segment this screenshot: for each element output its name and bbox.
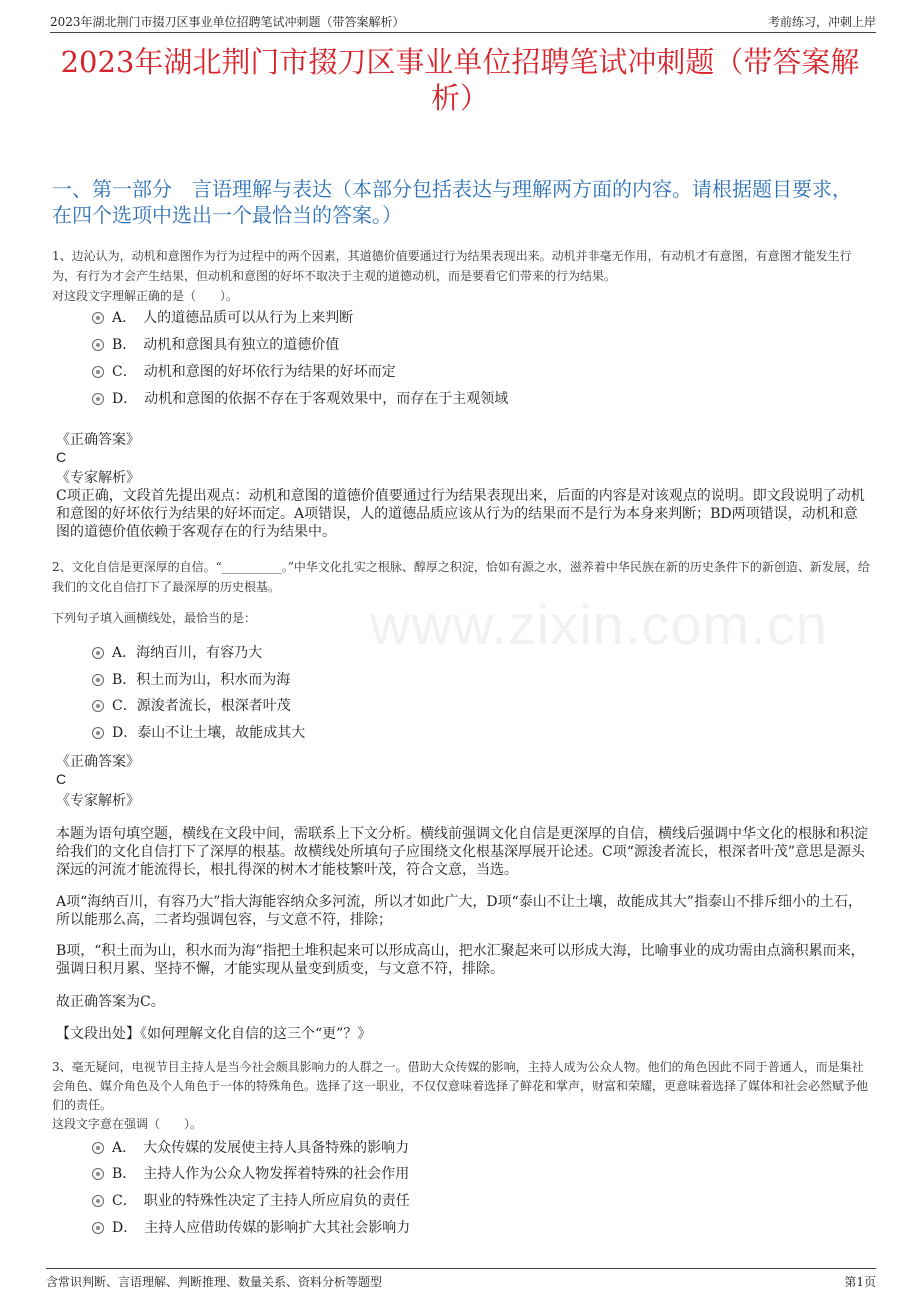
header-doc-title: 2023年湖北荆门市掇刀区事业单位招聘笔试冲刺题（带答案解析） <box>50 15 405 29</box>
q1-answer-label: 《正确答案》 <box>56 432 140 448</box>
q1-option-d[interactable] <box>92 389 508 409</box>
document-title: 2023年湖北荆门市掇刀区事业单位招聘笔试冲刺题（带答案解析） <box>60 45 860 115</box>
radio-icon[interactable] <box>92 1195 104 1207</box>
option-label: C．源浚者流长，根深者叶茂 <box>112 698 291 714</box>
option-label: B． 动机和意图具有独立的道德价值 <box>112 337 340 353</box>
option-label: B．积土而为山，积水而为海 <box>112 672 291 688</box>
q2-answer-label: 《正确答案》 <box>56 754 140 770</box>
q2-answer: C <box>56 771 67 787</box>
radio-icon[interactable] <box>92 366 104 378</box>
radio-icon[interactable] <box>92 393 104 405</box>
watermark: www.zixin.com.cn <box>370 593 828 656</box>
q1-analysis-label: 《专家解析》 <box>56 470 140 486</box>
option-label: D．泰山不让土壤，故能成其大 <box>112 725 306 741</box>
option-label: A． 人的道德品质可以从行为上来判断 <box>112 310 354 326</box>
q2-option-a[interactable] <box>92 643 262 663</box>
q2-analysis-3: B项，“积土而为山，积水而为海”指把土堆积起来可以形成高山，把水汇聚起来可以形成大海，比喻事业的成功需由点滴积累而来，强调日积月累、坚持不懈，才能实现从量变到质变，与文意不符，排除。 <box>56 943 865 977</box>
q2-option-b[interactable] <box>92 670 290 690</box>
q2-stem: 2、文化自信是更深厚的自信。“__________。”中华文化扎实之根脉、醇厚之积淀，恰如有源之水，滋养着中华民族在新的历史条件下的新创造、新发展，给我们的文化自信打下了最深厚的历史根基。 <box>52 560 870 594</box>
option-label: D． 动机和意图的依据不存在于客观效果中，而存在于主观领域 <box>112 391 509 407</box>
q2-analysis-1: 本题为语句填空题，横线在文段中间，需联系上下文分析。横线前强调文化自信是更深厚的自信，横线后强调中华文化的根脉和积淀给我们的文化自信打下了深厚的根基。故横线处所填句子应围绕文化根基深厚展开论述。C项“源浚者流长，根深者叶茂”意思是源头深远的河流才能流得长，根扎得深的树木才能枝繁叶茂，符合文意，当选。 <box>56 826 868 878</box>
q3-ask: 这段文字意在强调（ ）。 <box>52 1117 203 1131</box>
q2-analysis-4: 故正确答案为C。 <box>56 994 165 1010</box>
page-header <box>50 10 876 33</box>
footer-topics: 含常识判断、言语理解、判断推理、数量关系、资料分析等题型 <box>46 1275 383 1289</box>
radio-icon[interactable] <box>92 727 104 739</box>
q1-option-c[interactable] <box>92 362 396 382</box>
q2-source: 【文段出处】《如何理解文化自信的这三个“更”？》 <box>56 1026 372 1042</box>
q2-ask: 下列句子填入画横线处，最恰当的是： <box>52 611 257 625</box>
option-label: A．海纳百川，有容乃大 <box>112 645 263 661</box>
radio-icon[interactable] <box>92 700 104 712</box>
q1-answer: C <box>56 449 67 465</box>
radio-icon[interactable] <box>92 312 104 324</box>
radio-icon[interactable] <box>92 339 104 351</box>
q3-option-b[interactable] <box>92 1164 409 1184</box>
q2-option-d[interactable] <box>92 723 305 743</box>
option-label: A． 大众传媒的发展使主持人具备特殊的影响力 <box>112 1140 410 1156</box>
radio-icon[interactable] <box>92 1168 104 1180</box>
page-number: 第1页 <box>844 1275 876 1289</box>
q1-stem: 1、边沁认为，动机和意图作为行为过程中的两个因素，其道德价值要通过行为结果表现出来。动机并非毫无作用，有动机才有意图，有意图才能发生行为，有行为才会产生结果，但动机和意图的好坏不取决于主观的道德动机，而是要看它们带来的行为结果。 <box>52 249 852 283</box>
q3-option-a[interactable] <box>92 1138 409 1158</box>
q3-stem: 3、毫无疑问，电视节目主持人是当今社会颇具影响力的人群之一。借助大众传媒的影响，主持人成为公众人物。他们的角色因此不同于普通人，而是集社会角色、媒介角色及个人角色于一体的特殊角色。选择了这一职业，不仅仅意味着选择了鲜花和掌声，财富和荣耀，更意味着选择了媒体和社会必然赋予他们的责任。 <box>52 1060 869 1112</box>
q1-ask: 对这段文字理解正确的是（ ）。 <box>52 289 239 303</box>
radio-icon[interactable] <box>92 674 104 686</box>
option-label: C． 职业的特殊性决定了主持人所应肩负的责任 <box>112 1193 410 1209</box>
page-footer <box>46 1268 876 1291</box>
radio-icon[interactable] <box>92 1142 104 1154</box>
radio-icon[interactable] <box>92 1222 104 1234</box>
q3-option-d[interactable] <box>92 1218 410 1238</box>
header-slogan: 考前练习，冲刺上岸 <box>767 15 876 29</box>
q2-analysis-label: 《专家解析》 <box>56 793 140 809</box>
q1-analysis: C项正确，文段首先提出观点：动机和意图的道德价值要通过行为结果表现出来，后面的内容是对该观点的说明。即文段说明了动机和意图的好坏依行为结果的好坏而定。A项错误，人的道德品质应该从行为的结果而不是行为本身来判断；BD两项错误，动机和意图的道德价值依赖于客观存在的行为结果中。 <box>56 488 865 540</box>
q3-option-c[interactable] <box>92 1191 410 1211</box>
section-heading: 一、第一部分 言语理解与表达（本部分包括表达与理解两方面的内容。请根据题目要求，在四个选项中选出一个最恰当的答案。） <box>52 177 852 227</box>
q2-option-c[interactable] <box>92 696 291 716</box>
q2-analysis-2: A项“海纳百川，有容乃大”指大海能容纳众多河流，所以才如此广大，D项“泰山不让土壤，故能成其大”指泰山不排斥细小的土石，所以能那么高，二者均强调包容，与文意不符，排除； <box>56 894 862 928</box>
option-label: C． 动机和意图的好坏依行为结果的好坏而定 <box>112 364 396 380</box>
option-label: B． 主持人作为公众人物发挥着特殊的社会作用 <box>112 1166 410 1182</box>
q1-option-b[interactable] <box>92 335 339 355</box>
q1-option-a[interactable] <box>92 308 353 328</box>
option-label: D． 主持人应借助传媒的影响扩大其社会影响力 <box>112 1220 411 1236</box>
radio-icon[interactable] <box>92 647 104 659</box>
